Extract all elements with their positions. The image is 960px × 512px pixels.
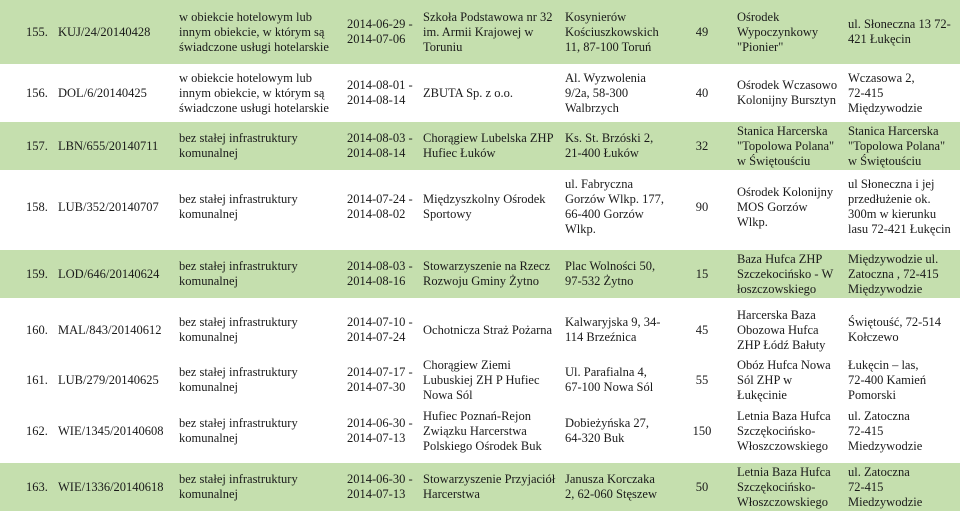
registration-number-cell <box>58 0 176 64</box>
registration-number: WIE/1345/20140608 <box>58 423 164 438</box>
registration-number-cell <box>58 250 176 298</box>
date-range: 2014-07-10 - 2014-07-24 <box>347 315 413 344</box>
participants-count-cell <box>685 68 719 118</box>
organizer-name-cell <box>423 172 563 242</box>
table-row <box>0 122 960 170</box>
organizer-name: Międzyszkolny Ośrodek Sportowy <box>423 192 546 221</box>
organizer-address-cell <box>565 250 685 298</box>
organizer-address: Plac Wolności 50, 97-532 Żytno <box>565 259 656 288</box>
participants-count: 49 <box>695 24 709 39</box>
participants-count-cell <box>685 250 719 298</box>
stay-type: bez stałej infrastruktury komunalnej <box>179 315 298 344</box>
venue-name: Letnia Baza Hufca Szczękocińsko- Włoszczowskiego <box>737 464 831 509</box>
organizer-address: Ks. St. Brzóski 2, 21-400 Łuków <box>565 131 654 160</box>
organizer-address: Ul. Parafialna 4, 67-100 Nowa Sól <box>565 365 654 394</box>
participants-count: 90 <box>695 199 709 214</box>
organizer-address-cell <box>565 405 685 457</box>
organizer-name-cell <box>423 405 563 457</box>
row-number: 155. <box>26 24 48 39</box>
venue-name-cell <box>737 0 844 64</box>
registration-number-cell <box>58 305 176 355</box>
participants-count: 40 <box>695 85 709 100</box>
venue-address: Świętouść, 72-514 Kołczewo <box>848 315 942 344</box>
participants-count: 50 <box>695 479 709 494</box>
table-row <box>0 172 960 242</box>
date-range-cell <box>347 355 419 405</box>
date-range-cell <box>347 405 419 457</box>
organizer-address-cell <box>565 0 685 64</box>
stay-type-cell <box>179 305 345 355</box>
date-range: 2014-08-03 - 2014-08-14 <box>347 131 413 160</box>
venue-address-cell <box>848 463 960 511</box>
participants-count-cell <box>685 405 719 457</box>
venue-name-cell <box>737 355 844 405</box>
venue-name-cell <box>737 405 844 457</box>
venue-name: Letnia Baza Hufca Szczękocińsko- Włoszczowskiego <box>737 408 831 453</box>
date-range-cell <box>347 305 419 355</box>
venue-address: Międzywodzie ul. Zatoczna , 72-415 Międzywodzie <box>848 251 939 296</box>
venue-address-cell <box>848 68 960 118</box>
venue-name: Ośrodek Kolonijny MOS Gorzów Wlkp. <box>737 184 834 229</box>
registration-number-cell <box>58 68 176 118</box>
date-range-cell <box>347 463 419 511</box>
row-number: 159. <box>26 266 48 281</box>
venue-name: Obóz Hufca Nowa Sól ZHP w Łukęcinie <box>737 357 831 402</box>
registration-number: LOD/646/20140624 <box>58 266 160 281</box>
date-range: 2014-06-29 - 2014-07-06 <box>347 17 413 46</box>
venue-name-cell <box>737 68 844 118</box>
row-number: 161. <box>26 372 48 387</box>
participants-count: 45 <box>695 322 709 337</box>
organizer-address-cell <box>565 463 685 511</box>
date-range: 2014-07-17 - 2014-07-30 <box>347 365 413 394</box>
registration-number-cell <box>58 122 176 170</box>
participants-count: 55 <box>695 372 709 387</box>
venue-name: Ośrodek Wypoczynkowy "Pionier" <box>737 9 819 54</box>
venue-address-cell <box>848 305 960 355</box>
organizer-address-cell <box>565 122 685 170</box>
stay-type: w obiekcie hotelowym lub innym obiekcie, w którym są świadczone usługi hotelarskie <box>179 9 329 54</box>
organizer-address-cell <box>565 305 685 355</box>
date-range: 2014-06-30 - 2014-07-13 <box>347 416 413 445</box>
table-row <box>0 305 960 355</box>
stay-type-cell <box>179 355 345 405</box>
registration-number-cell <box>58 172 176 242</box>
table-row <box>0 0 960 64</box>
participants-count-cell <box>685 463 719 511</box>
organizer-name-cell <box>423 305 563 355</box>
venue-name-cell <box>737 172 844 242</box>
organizer-address: Kosynierów Kościuszkowskich 11, 87-100 Toruń <box>565 9 659 54</box>
venue-address-cell <box>848 250 960 298</box>
stay-type-cell <box>179 68 345 118</box>
stay-type: bez stałej infrastruktury komunalnej <box>179 365 298 394</box>
registration-number: WIE/1336/20140618 <box>58 479 164 494</box>
registration-number: LBN/655/20140711 <box>58 138 159 153</box>
row-number: 157. <box>26 138 48 153</box>
participants-count-cell <box>685 122 719 170</box>
organizer-name: Stowarzyszenie na Rzecz Rozwoju Gminy Żytno <box>423 259 551 288</box>
registration-number: LUB/352/20140707 <box>58 199 159 214</box>
venue-name: Harcerska Baza Obozowa Hufca ZHP Łódź Bałuty <box>737 307 826 352</box>
stay-type-cell <box>179 0 345 64</box>
venue-name-cell <box>737 463 844 511</box>
row-number: 163. <box>26 479 48 494</box>
venue-name-cell <box>737 122 844 170</box>
date-range: 2014-08-01 - 2014-08-14 <box>347 78 413 107</box>
registration-number: DOL/6/20140425 <box>58 85 147 100</box>
organizer-name: Ochotnicza Straż Pożarna <box>423 322 553 337</box>
row-number: 156. <box>26 85 48 100</box>
participants-count: 150 <box>692 423 712 438</box>
venue-address: Łukęcin – las, 72-400 Kamień Pomorski <box>848 357 927 402</box>
venue-address-cell <box>848 405 960 457</box>
row-number: 160. <box>26 322 48 337</box>
organizer-name: Stowarzyszenie Przyjaciół Harcerstwa <box>423 472 556 501</box>
table-row <box>0 355 960 405</box>
table-row <box>0 405 960 457</box>
organizer-name: Hufiec Poznań-Rejon Związku Harcerstwa Polskiego Ośrodek Buk <box>423 408 542 453</box>
organizer-address: ul. Fabryczna Gorzów Wlkp. 177, 66-400 Gorzów Wlkp. <box>565 177 665 236</box>
participants-count-cell <box>685 172 719 242</box>
stay-type: bez stałej infrastruktury komunalnej <box>179 131 298 160</box>
venue-address-cell <box>848 0 960 64</box>
date-range: 2014-08-03 - 2014-08-16 <box>347 259 413 288</box>
organizer-name-cell <box>423 68 563 118</box>
organizer-name-cell <box>423 122 563 170</box>
participants-count: 32 <box>695 138 709 153</box>
participants-count-cell <box>685 305 719 355</box>
row-number: 162. <box>26 423 48 438</box>
organizer-name-cell <box>423 0 563 64</box>
organizer-name-cell <box>423 355 563 405</box>
venue-address: ul Słoneczna i jej przedłużenie ok. 300m w kierunku lasu 72-421 Łukęcin <box>848 177 951 236</box>
organizer-name-cell <box>423 250 563 298</box>
venue-name: Baza Hufca ZHP Szczekocińsko - W łoszczowskiego <box>737 251 834 296</box>
stay-type: bez stałej infrastruktury komunalnej <box>179 472 298 501</box>
venue-address-cell <box>848 122 960 170</box>
organizer-address: Al. Wyzwolenia 9/2a, 58-300 Walbrzych <box>565 70 646 115</box>
organizer-name: Chorągiew Ziemi Lubuskiej ZH P Hufiec Nowa Sól <box>423 357 540 402</box>
organizer-address: Janusza Korczaka 2, 62-060 Stęszew <box>565 472 657 501</box>
stay-type-cell <box>179 250 345 298</box>
venue-name: Stanica Harcerska "Topolowa Polana" w Świętouściu <box>737 123 835 168</box>
registration-number: LUB/279/20140625 <box>58 372 159 387</box>
venue-address: Wczasowa 2, 72-415 Międzywodzie <box>848 70 923 115</box>
registration-number: KUJ/24/20140428 <box>58 24 151 39</box>
venue-address-cell <box>848 355 960 405</box>
venue-name: Ośrodek Wczasowo Kolonijny Bursztyn <box>737 78 838 107</box>
date-range-cell <box>347 250 419 298</box>
organizer-address: Dobieżyńska 27, 64-320 Buk <box>565 416 650 445</box>
date-range-cell <box>347 172 419 242</box>
date-range-cell <box>347 68 419 118</box>
organizer-address-cell <box>565 355 685 405</box>
table-row <box>0 68 960 118</box>
organizer-name: Chorągiew Lubelska ZHP Hufiec Łuków <box>423 131 554 160</box>
stay-type: bez stałej infrastruktury komunalnej <box>179 416 298 445</box>
organizer-name-cell <box>423 463 563 511</box>
date-range: 2014-06-30 - 2014-07-13 <box>347 472 413 501</box>
venue-address-cell <box>848 172 960 242</box>
table-row <box>0 250 960 298</box>
date-range-cell <box>347 0 419 64</box>
venue-address: ul. Zatoczna 72-415 Miedzywodzie <box>848 408 923 453</box>
table-row <box>0 463 960 511</box>
venue-address: ul. Zatoczna 72-415 Miedzywodzie <box>848 464 923 509</box>
date-range-cell <box>347 122 419 170</box>
venue-address: Stanica Harcerska "Topolowa Polana" w Świętouściu <box>848 123 946 168</box>
participants-count-cell <box>685 0 719 64</box>
registration-number-cell <box>58 463 176 511</box>
stay-type: bez stałej infrastruktury komunalnej <box>179 192 298 221</box>
stay-type: bez stałej infrastruktury komunalnej <box>179 259 298 288</box>
registration-number: MAL/843/20140612 <box>58 322 162 337</box>
stay-type-cell <box>179 172 345 242</box>
organizer-address-cell <box>565 68 685 118</box>
stay-type-cell <box>179 405 345 457</box>
organizer-address-cell <box>565 172 685 242</box>
registration-number-cell <box>58 355 176 405</box>
stay-type-cell <box>179 463 345 511</box>
registration-number-cell <box>58 405 176 457</box>
participants-count: 15 <box>695 266 709 281</box>
organizer-name: Szkoła Podstawowa nr 32 im. Armii Krajowej w Toruniu <box>423 9 553 54</box>
stay-type: w obiekcie hotelowym lub innym obiekcie, w którym są świadczone usługi hotelarskie <box>179 70 329 115</box>
organizer-name: ZBUTA Sp. z o.o. <box>423 85 513 100</box>
venue-name-cell <box>737 250 844 298</box>
venue-address: ul. Słoneczna 13 72- 421 Łukęcin <box>848 17 951 46</box>
participants-count-cell <box>685 355 719 405</box>
organizer-address: Kalwaryjska 9, 34- 114 Brzeźnica <box>565 315 661 344</box>
venue-name-cell <box>737 305 844 355</box>
stay-type-cell <box>179 122 345 170</box>
row-number: 158. <box>26 199 48 214</box>
date-range: 2014-07-24 - 2014-08-02 <box>347 192 413 221</box>
